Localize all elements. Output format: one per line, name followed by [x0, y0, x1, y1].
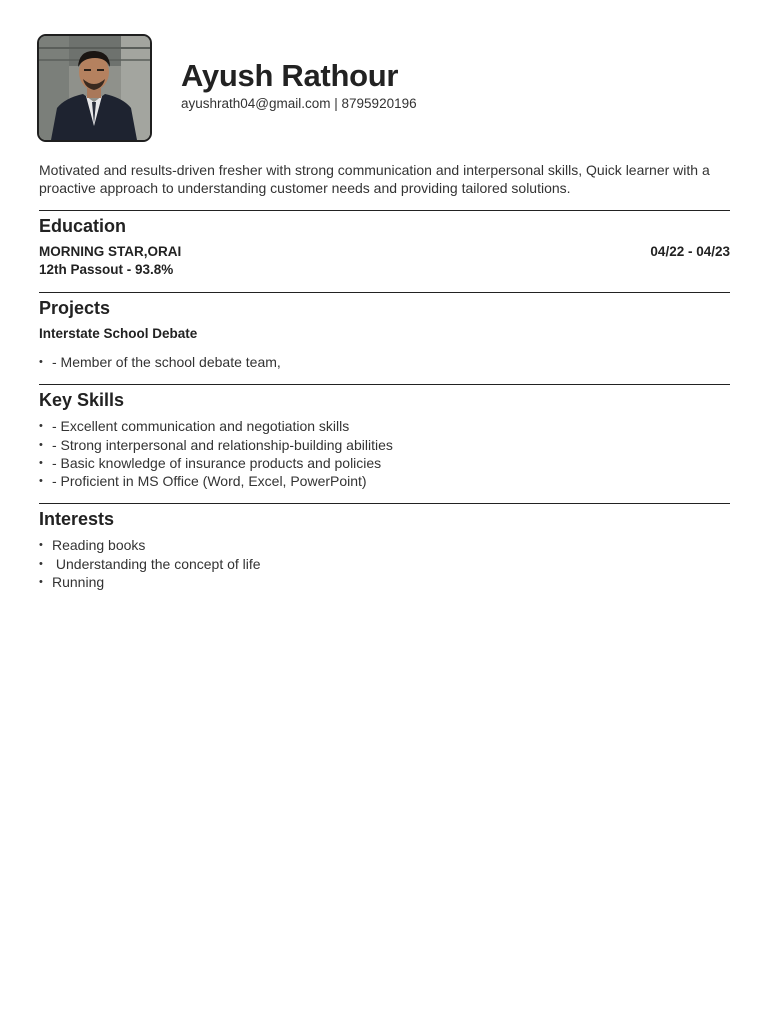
- section-title: Education: [39, 216, 127, 236]
- list-item: • - Strong interpersonal and relationship-building abilities: [39, 436, 393, 453]
- resume-header: [39, 34, 730, 142]
- interests-list: [39, 536, 730, 591]
- education-entry: [39, 243, 730, 261]
- bullet-icon: •: [39, 557, 43, 570]
- interests-section: [39, 503, 730, 591]
- list-item: • - Basic knowledge of insurance products and policies: [39, 454, 382, 471]
- bullet-icon: •: [39, 420, 43, 433]
- section-title: Interests: [39, 509, 115, 530]
- resume-page: [39, 34, 730, 591]
- list-item: • Reading books: [39, 537, 146, 554]
- bullet-icon: •: [39, 539, 43, 552]
- project-name: Interstate School Debate: [39, 326, 198, 341]
- project-bullets: [39, 353, 730, 371]
- skills-section: [39, 384, 730, 490]
- bullet-icon: •: [39, 456, 43, 469]
- list-item: • Running: [39, 574, 105, 591]
- profile-photo: [37, 34, 152, 142]
- bullet-icon: •: [39, 438, 43, 451]
- profile-summary: Motivated and results-driven fresher with strong communication and interpersonal skills, Quick learner with a proactive approach to understanding customer needs and providing tailored solutions.: [39, 162, 710, 196]
- skills-list: [39, 417, 730, 490]
- contact-info: ayushrath04@gmail.com | 8795920196: [181, 96, 417, 111]
- bullet-icon: •: [39, 576, 43, 589]
- list-item: • - Excellent communication and negotiation skills: [39, 418, 350, 435]
- education-dates: 04/22 - 04/23: [650, 244, 730, 259]
- school-name: MORNING STAR,ORAI: [39, 244, 182, 259]
- education-section: [39, 210, 730, 279]
- bullet-icon: •: [39, 475, 43, 488]
- education-detail: 12th Passout - 93.8%: [39, 262, 174, 277]
- list-item: • Understanding the concept of life: [39, 555, 261, 572]
- section-title: Projects: [39, 298, 111, 318]
- list-item: • - Proficient in MS Office (Word, Excel, PowerPoint): [39, 473, 367, 490]
- projects-section: [39, 292, 730, 371]
- list-item: • - Member of the school debate team,: [39, 354, 281, 370]
- section-title: Key Skills: [39, 390, 125, 411]
- candidate-name: Ayush Rathour: [181, 58, 399, 93]
- bullet-icon: •: [39, 356, 43, 368]
